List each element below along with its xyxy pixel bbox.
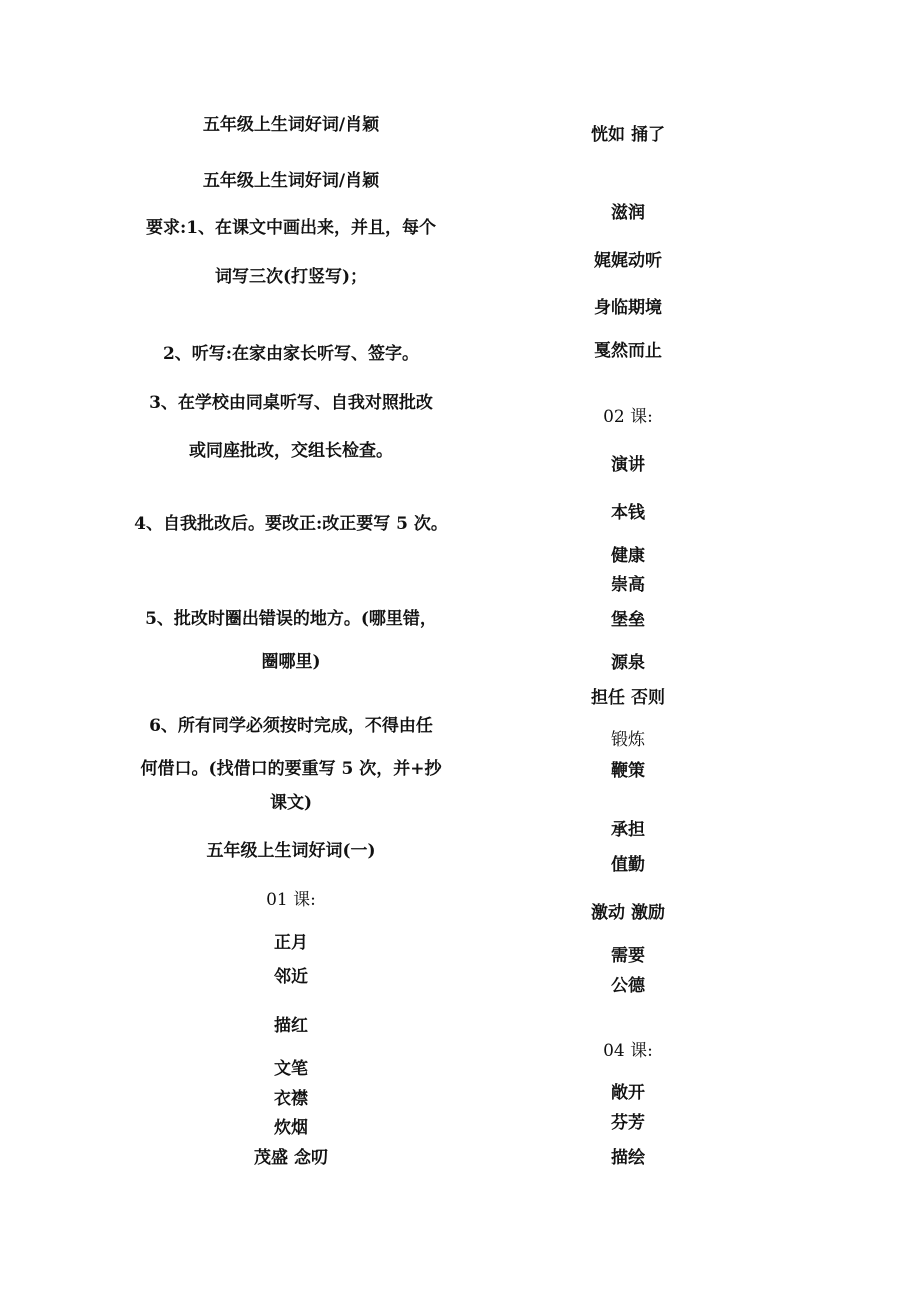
word-item: 演讲 (611, 455, 645, 475)
document-title: 五年级上生词好词/肖颖 (202, 115, 380, 135)
word-item: 公德 (611, 976, 645, 996)
word-item: 值勤 (611, 855, 645, 875)
lesson-02-heading: 02 课: (603, 407, 653, 427)
word-item: 娓娓动听 (594, 251, 662, 271)
word-item: 身临期境 (594, 298, 662, 318)
word-item: 戛然而止 (594, 341, 662, 361)
word-item: 激动 激励 (591, 903, 665, 923)
word-item: 堡垒 (611, 610, 645, 630)
word-item: 恍如 捅了 (591, 125, 665, 145)
requirement-5-line-1: 5、批改时圈出错误的地方。(哪里错， (145, 609, 437, 629)
word-item: 担任 否则 (591, 688, 665, 708)
lesson-04-heading: 04 课: (603, 1041, 653, 1061)
requirement-3-line-2: 或同座批改，交组长检查。 (189, 441, 393, 461)
word-item: 鞭策 (611, 761, 645, 781)
word-item: 邻近 (274, 967, 308, 987)
word-item: 描红 (274, 1016, 308, 1036)
word-item: 本钱 (611, 503, 645, 523)
lesson-01-heading: 01 课: (266, 890, 316, 910)
word-item: 正月 (274, 933, 308, 953)
requirement-4: 4、自我批改后。要改正:改正要写 5 次。 (134, 514, 448, 534)
requirement-6-line-1: 6、所有同学必须按时完成，不得由任 (149, 716, 433, 736)
word-item: 源泉 (611, 653, 645, 673)
word-item: 衣襟 (274, 1089, 308, 1109)
requirement-6-line-3: 课文) (269, 793, 313, 813)
word-item: 文笔 (274, 1059, 308, 1079)
requirement-5-line-2: 圈哪里) (261, 652, 321, 672)
requirement-6-line-2: 何借口。(找借口的要重写 5 次，并+抄 (140, 759, 442, 779)
word-item: 炊烟 (274, 1118, 308, 1138)
requirement-3-line-1: 3、在学校由同桌听写、自我对照批改 (149, 393, 433, 413)
requirement-1-line-2: 词写三次(打竖写)； (214, 267, 368, 287)
word-item: 敞开 (611, 1083, 645, 1103)
word-item: 锻炼 (611, 730, 645, 750)
word-item: 承担 (611, 820, 645, 840)
word-item: 崇高 (611, 575, 645, 595)
word-item: 健康 (611, 546, 645, 566)
section-title: 五年级上生词好词(一) (206, 841, 376, 861)
requirement-1-line-1: 要求:1、在课文中画出来，并且，每个 (145, 218, 437, 238)
word-item: 描绘 (611, 1148, 645, 1168)
word-item: 芬芳 (611, 1113, 645, 1133)
word-item: 需要 (611, 946, 645, 966)
requirement-2: 2、听写:在家由家长听写、签字。 (162, 344, 420, 364)
word-item: 茂盛 念叨 (254, 1148, 328, 1168)
word-item: 滋润 (611, 203, 645, 223)
document-subtitle: 五年级上生词好词/肖颖 (202, 171, 380, 191)
